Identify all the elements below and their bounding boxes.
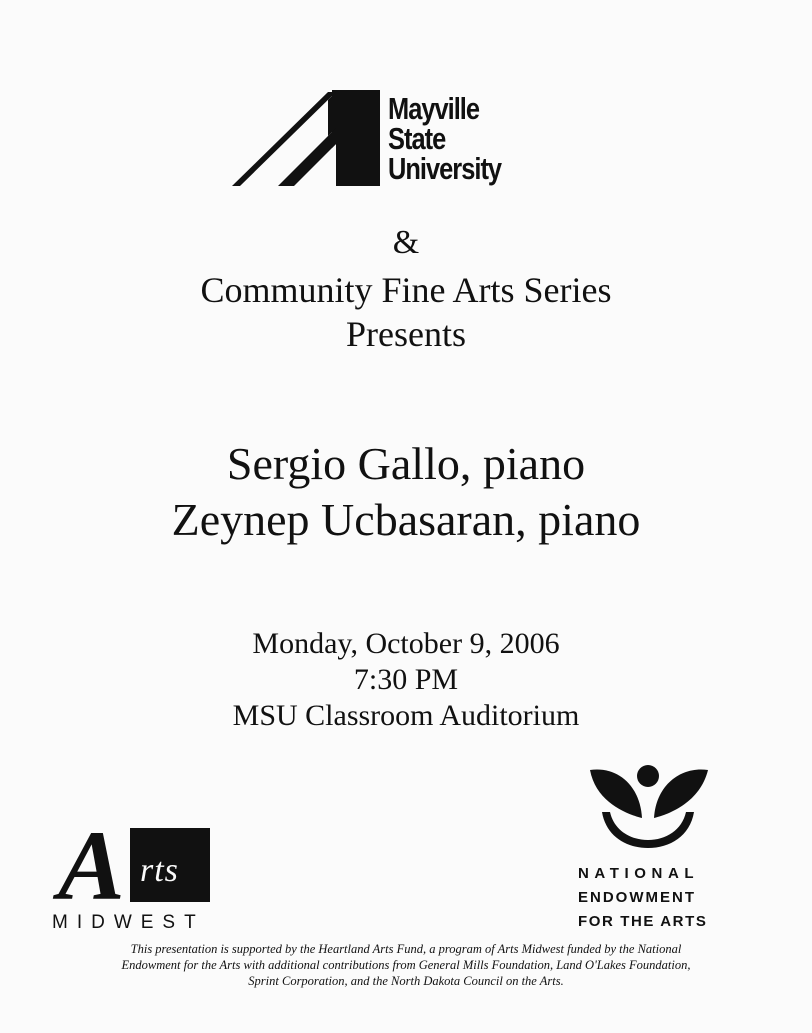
msu-word-mayville: Mayville (388, 91, 480, 126)
event-date: Monday, October 9, 2006 (252, 627, 560, 660)
arts-midwest-logo (48, 810, 228, 940)
footnote-line-3: Sprint Corporation, and the North Dakota Council on the Arts. (248, 974, 564, 988)
event-details (0, 626, 812, 734)
arts-logo-midwest: MIDWEST (52, 912, 205, 933)
nea-line-for-the-arts: FOR THE ARTS (578, 913, 708, 930)
msu-wordmark (388, 91, 502, 186)
mayville-state-university-logo (232, 88, 532, 192)
performer-2: Zeynep Ucbasaran, piano (171, 494, 641, 545)
sponsor-footnote (40, 941, 772, 989)
msu-word-state: State (388, 121, 446, 156)
msu-word-university: University (388, 151, 502, 186)
series-name: Community Fine Arts Series (200, 270, 612, 310)
presents-text: Presents (346, 314, 466, 354)
event-venue: MSU Classroom Auditorium (232, 699, 580, 732)
nea-wordmark (578, 862, 728, 934)
arts-logo-rts: rts (140, 852, 179, 889)
nea-line-national: NATIONAL (578, 865, 700, 882)
national-endowment-for-the-arts-logo (572, 762, 732, 942)
nea-line-endowment: ENDOWMENT (578, 889, 696, 906)
performers (0, 436, 812, 548)
series-title (0, 268, 812, 356)
arts-logo-a: A (58, 810, 125, 921)
msu-m-mark-icon (232, 88, 392, 192)
performer-1: Sergio Gallo, piano (226, 438, 586, 489)
footnote-line-1: This presentation is supported by the Heartland Arts Fund, a program of Arts Midwest funded by the National (130, 942, 682, 956)
footnote-line-2: Endowment for the Arts with additional contributions from General Mills Foundation, Land O'Lakes Foundation, (121, 958, 691, 972)
ampersand: & (392, 224, 420, 261)
nea-figure-icon (586, 762, 726, 858)
event-time: 7:30 PM (353, 663, 459, 696)
